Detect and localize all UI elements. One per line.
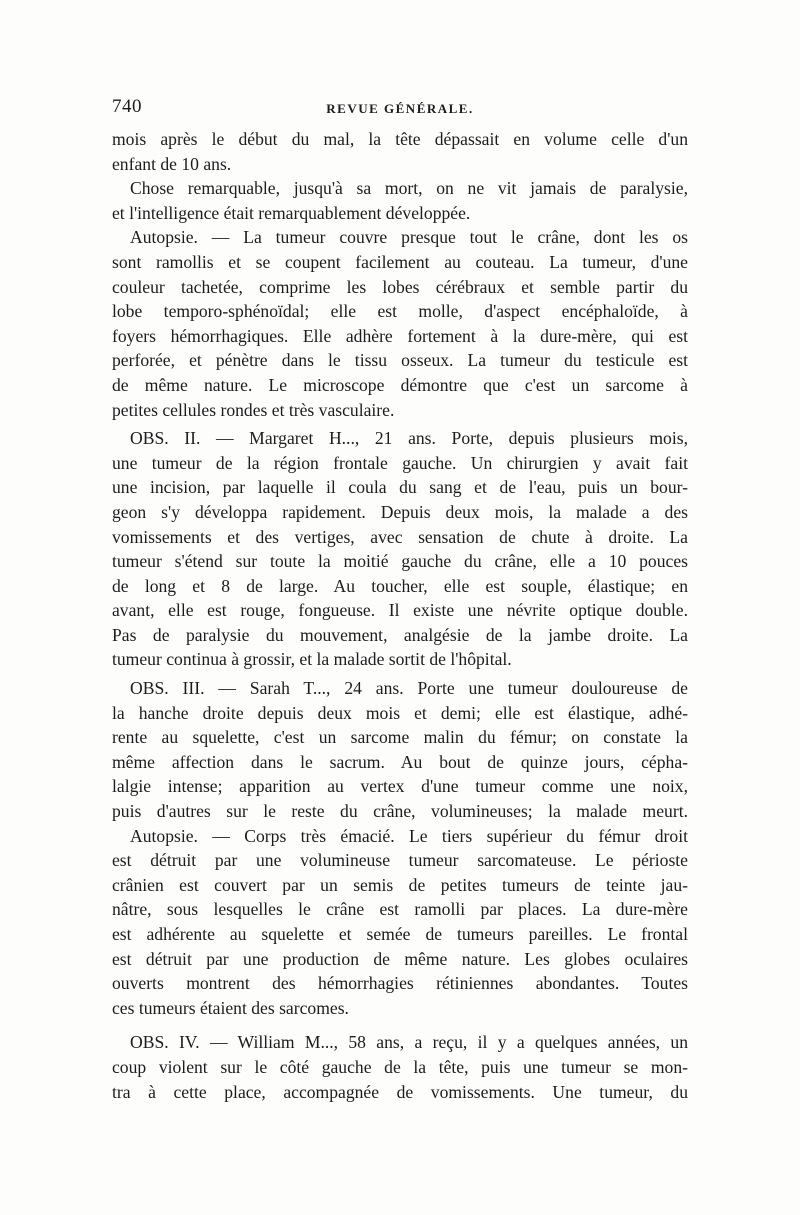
text-line: la hanche droite depuis deux mois et demi; elle est élastique, adhé- — [112, 702, 688, 723]
text-line: rente au squelette, c'est un sarcome malin du fémur; on constate la — [112, 727, 688, 748]
text-line: Autopsie. — Corps très émacié. Le tiers supérieur du fémur droit — [130, 825, 688, 846]
text-line: enfant de 10 ans. — [112, 153, 232, 174]
text-line: une incision, par laquelle il coula du sang et de l'eau, puis un bour- — [112, 477, 688, 498]
text-line: et l'intelligence était remarquablement développée. — [112, 202, 471, 223]
text-line: même affection dans le sacrum. Au bout de quinze jours, cépha- — [112, 751, 688, 772]
text-line: mois après le début du mal, la tête dépassait en volume celle d'un — [112, 129, 688, 149]
text-line: Pas de paralysie du mouvement, analgésie de la jambe droite. La — [112, 624, 688, 645]
text-line: ouverts montrent des hémorrhagies rétiniennes abondantes. Toutes — [112, 973, 688, 994]
text-line: tra à cette place, accompagnée de vomissements. Une tumeur, du — [112, 1081, 688, 1102]
body-text — [112, 127, 688, 1104]
text-line: est détruit par une production de même nature. Les globes oculaires — [112, 948, 688, 969]
page-header — [112, 96, 688, 124]
text-line: est adhérente au squelette et semée de tumeurs pareilles. Le frontal — [112, 924, 688, 944]
text-line: lobe temporo-sphénoïdal; elle est molle, d'aspect encéphaloïde, à — [112, 301, 688, 322]
text-line: perforée, et pénètre dans le tissu osseux. La tumeur du testicule est — [112, 350, 688, 371]
text-line: couleur tachetée, comprime les lobes cérébraux et semble partir du — [112, 276, 688, 297]
text-line: tumeur s'étend sur toute la moitié gauche du crâne, elle a 10 pouces — [112, 551, 688, 572]
text-line: ces tumeurs étaient des sarcomes. — [112, 997, 349, 1018]
page-number: 740 — [112, 96, 142, 117]
text-line: tumeur continua à grossir, et la malade sortit de l'hôpital. — [112, 649, 512, 670]
text-line: est détruit par une volumineuse tumeur sarcomateuse. Le périoste — [112, 850, 688, 871]
text-line: petites cellules rondes et très vasculaire. — [112, 399, 395, 420]
text-line: OBS. IV. — William M..., 58 ans, a reçu, il y a quelques années, un — [130, 1032, 688, 1053]
text-line: crânien est couvert par un semis de petites tumeurs de teinte jau- — [112, 874, 688, 895]
text-line: OBS. III. — Sarah T..., 24 ans. Porte une tumeur douloureuse de — [130, 678, 688, 699]
running-title: REVUE GÉNÉRALE. — [326, 101, 474, 116]
text-line: lalgie intense; apparition au vertex d'une tumeur comme une noix, — [112, 776, 688, 797]
text-line: sont ramollis et se coupent facilement au couteau. La tumeur, d'une — [112, 251, 688, 272]
text-line: OBS. II. — Margaret H..., 21 ans. Porte, depuis plusieurs mois, — [130, 428, 688, 449]
text-line: nâtre, sous lesquelles le crâne est ramolli par places. La dure-mère — [112, 899, 688, 920]
text-line: Chose remarquable, jusqu'à sa mort, on ne vit jamais de paralysie, — [130, 178, 688, 199]
text-line: avant, elle est rouge, fongueuse. Il existe une névrite optique double. — [112, 600, 688, 621]
text-line: une tumeur de la région frontale gauche. Un chirurgien y avait fait — [112, 452, 688, 473]
text-line: de même nature. Le microscope démontre que c'est un sarcome à — [112, 374, 688, 395]
text-line: Autopsie. — La tumeur couvre presque tout le crâne, dont les os — [130, 227, 688, 248]
text-line: coup violent sur le côté gauche de la tête, puis une tumeur se mon- — [112, 1056, 688, 1077]
text-line: de long et 8 de large. Au toucher, elle est souple, élastique; en — [112, 575, 688, 596]
text-line: vomissements et des vertiges, avec sensation de chute à droite. La — [112, 526, 688, 547]
text-line: puis d'autres sur le reste du crâne, volumineuses; la malade meurt. — [112, 801, 688, 822]
text-line: geon s'y développa rapidement. Depuis deux mois, la malade a des — [112, 501, 688, 522]
text-line: foyers hémorrhagiques. Elle adhère fortement à la dure-mère, qui est — [112, 325, 688, 346]
